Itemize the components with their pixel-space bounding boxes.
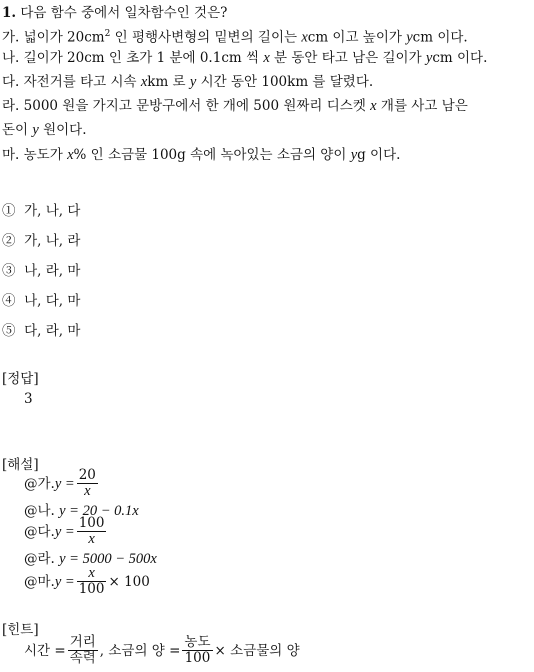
option-3[interactable] [2,262,80,280]
explanation-line-ga [24,468,100,499]
hint-text: × 소금물의 양 [214,642,300,659]
item-text: 길이가 20cm 인 초가 1 분에 0.1cm 씩 [23,50,264,66]
option-text: 가, 나, 라 [24,233,81,249]
option-mark: ③ [2,263,16,279]
option-text: 나, 라, 마 [24,263,81,279]
option-text: 나, 다, 마 [24,293,81,309]
item-text: 농도가 [23,147,68,163]
numerator: 거리 [69,634,96,650]
option-2[interactable] [2,232,80,250]
denominator: 100 [184,650,211,666]
item-text: 원이다. [38,122,87,138]
item-text: 돈이 [2,122,33,138]
explanation-heading: [해설] [2,457,39,473]
item-text: cm 이다. [412,29,468,46]
option-mark: ① [2,203,16,219]
question-text: 다음 함수 중에서 일차함수인 것은? [20,5,228,21]
equation: y = [54,573,75,590]
numerator: 20 [78,467,96,483]
explanation-prefix: @나. [24,503,60,519]
question-title [2,4,227,22]
superscript: 2 [104,29,111,39]
hint-text: 시간 = [24,642,66,659]
variable: y [425,50,433,66]
explanation-line-ma [24,566,150,597]
option-1[interactable] [2,202,80,220]
equation-tail: × 100 [108,573,150,590]
equation: y = 5000 − 500x [59,551,157,567]
item-text: % 인 소금물 100g 속에 녹아있는 소금의 양이 [73,147,351,163]
question-item-da [2,73,373,91]
item-text: 넓이가 20cm [23,29,105,46]
denominator: 속력 [69,650,96,666]
question-item-ga [2,25,468,47]
variable: x [370,98,377,114]
denominator: x [88,531,95,547]
fraction [77,566,107,597]
option-mark: ② [2,233,16,249]
equation: y = [54,475,75,492]
item-text: km 로 [147,74,190,90]
question-item-ra-cont [2,121,87,139]
question-item-ma [2,146,400,164]
numerator: x [77,566,107,582]
variable: x [263,50,270,66]
numerator: 농도 [184,634,211,650]
item-label: 마. [2,147,20,163]
answer-heading: [정답] [2,371,39,387]
item-text: 자전거를 타고 시속 [23,74,141,90]
explanation-line-da [24,516,108,547]
fraction [68,635,98,666]
explanation-prefix: @마. [24,573,55,590]
explanation-prefix: @라. [24,551,60,567]
item-label: 나. [2,50,20,66]
option-mark: ⑤ [2,323,16,339]
option-text: 다, 라, 마 [24,323,81,339]
hint-heading: [힌트] [2,622,39,638]
variable: y [189,74,197,90]
item-text: cm 이다. [432,50,488,66]
item-text: 개를 사고 남은 [376,98,468,114]
question-item-na [2,49,487,67]
item-text: 시간 동안 100km 를 달렸다. [196,74,374,90]
item-text: cm 이고 높이가 [307,29,407,46]
hint-text: , 소금의 양 = [99,642,181,659]
item-label: 가. [2,29,20,46]
option-text: 가, 나, 다 [24,203,81,219]
equation: y = 20 − 0.1x [59,503,139,519]
item-text: 분 동안 타고 남은 길이가 [269,50,426,66]
question-item-ra [2,97,468,115]
question-number: 1. [2,5,17,21]
answer-value: 3 [24,391,33,407]
option-4[interactable] [2,292,80,310]
item-text: g 이다. [357,147,401,163]
fraction [77,516,107,547]
item-text: 인 평행사변형의 밑변의 길이는 [110,29,302,46]
denominator: x [84,483,91,499]
variable: y [32,122,39,138]
option-5[interactable] [2,322,80,340]
item-text: 5000 원을 가지고 문방구에서 한 개에 500 원짜리 디스켓 [23,98,371,114]
denominator: 100 [78,581,105,597]
variable: x [67,147,74,163]
option-mark: ④ [2,293,16,309]
fraction [182,635,212,666]
equation: y = [54,523,75,540]
variable: x [140,74,148,90]
variable: y [406,29,413,46]
item-label: 라. [2,98,20,114]
numerator: 100 [78,515,105,531]
variable: y [350,147,358,163]
fraction [77,468,98,499]
item-label: 다. [2,74,20,90]
explanation-prefix: @다. [24,523,55,540]
explanation-prefix: @가. [24,475,55,492]
hint-formula [24,635,300,666]
variable: x [301,29,308,46]
